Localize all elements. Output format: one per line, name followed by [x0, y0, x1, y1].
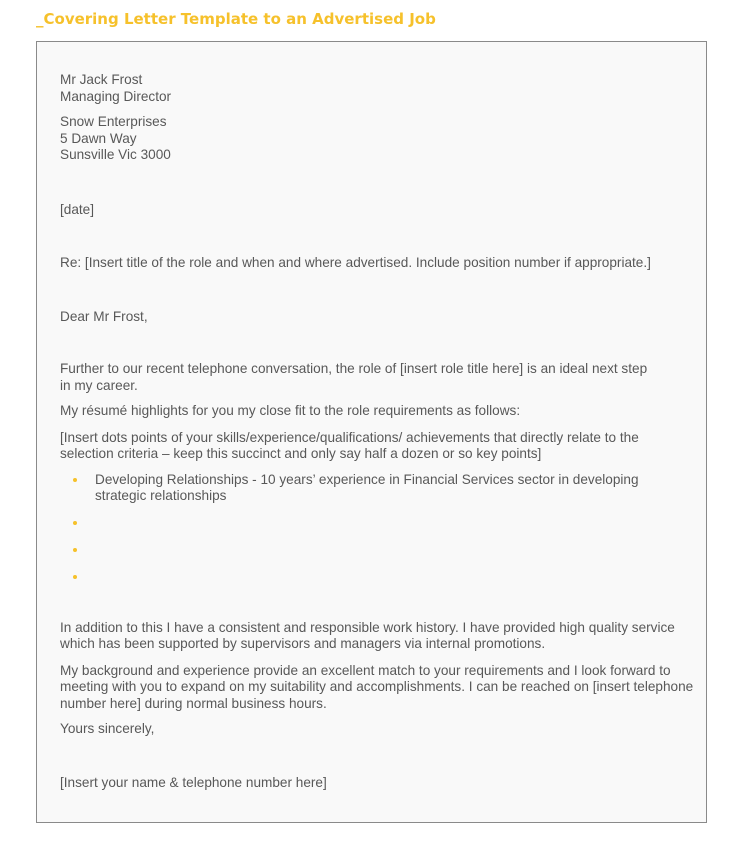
paragraph-line: My background and experience provide an excellent match to your requirements and I look forward to	[60, 662, 671, 678]
closing: Yours sincerely,	[60, 721, 155, 736]
address-block	[60, 114, 705, 164]
paragraph-line: which has been supported by supervisors and managers via internal promotions.	[60, 636, 546, 651]
bullet-dot-icon	[73, 521, 77, 525]
list-item	[60, 472, 705, 505]
paragraph-line: meeting with you to expand on my suitability and accomplishments. I can be reached on [insert telephone	[60, 679, 694, 694]
recipient-block	[60, 72, 705, 105]
recipient-name: Mr Jack Frost	[60, 72, 143, 87]
paragraph-instructions	[60, 430, 705, 463]
page-title: _Covering Letter Template to an Advertised Job	[36, 10, 436, 28]
paragraph-line: in my career.	[60, 377, 138, 393]
recipient-title: Managing Director	[60, 88, 172, 104]
address-company: Snow Enterprises	[60, 114, 167, 129]
address-city: Sunsville Vic 3000	[60, 147, 171, 162]
letter-body	[60, 72, 705, 791]
bullet-dot-icon	[73, 478, 77, 482]
list-item	[60, 515, 705, 532]
bullet-dot-icon	[73, 548, 77, 552]
bullet-dot-icon	[73, 575, 77, 579]
re-line: Re: [Insert title of the role and when and where advertised. Include position number if appropriate.]	[60, 255, 651, 270]
paragraph-line: Further to our recent telephone conversation, the role of [insert role title here] is an ideal next step	[60, 361, 648, 376]
signature-placeholder: [Insert your name & telephone number here]	[60, 774, 327, 790]
list-item-text: strategic relationships	[95, 488, 227, 503]
letter-frame	[36, 41, 707, 823]
date-line: [date]	[60, 201, 95, 217]
list-item	[60, 542, 705, 559]
address-street: 5 Dawn Way	[60, 130, 137, 146]
paragraph-line: [Insert dots points of your skills/experience/qualifications/ achievements that directly relate to the	[60, 429, 639, 445]
paragraph-background	[60, 663, 705, 713]
list-item-text: Developing Relationships - 10 years’ experience in Financial Services sector in developing	[95, 471, 639, 487]
salutation: Dear Mr Frost,	[60, 308, 148, 324]
list-item	[60, 569, 705, 586]
paragraph-line: selection criteria – keep this succinct and only say half a dozen or so key points]	[60, 446, 542, 461]
paragraph-highlights: My résumé highlights for you my close fit to the role requirements as follows:	[60, 403, 521, 418]
paragraph-work-history	[60, 620, 705, 653]
paragraph-line: number here] during normal business hours.	[60, 695, 327, 711]
paragraph-line: In addition to this I have a consistent and responsible work history. I have provided high quality service	[60, 619, 675, 635]
key-points-list	[60, 472, 705, 586]
paragraph-intro	[60, 361, 705, 394]
